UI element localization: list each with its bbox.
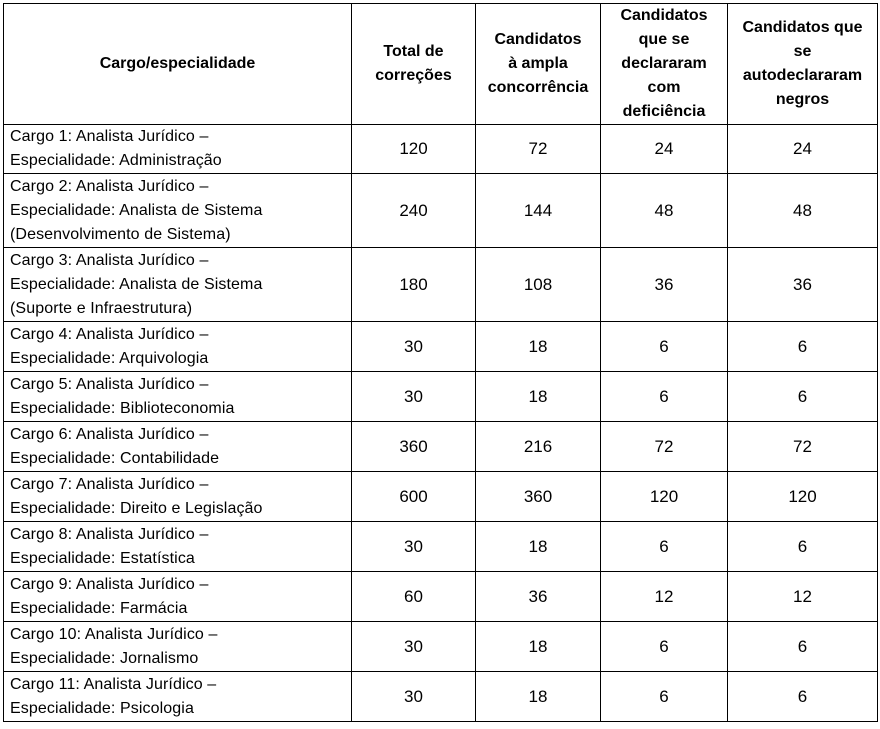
cargo-cell <box>4 472 352 522</box>
ampla-cell: 144 <box>476 174 601 248</box>
deficiencia-cell: 12 <box>601 572 728 622</box>
cargo-line: Cargo 9: Analista Jurídico – <box>10 575 209 593</box>
total-cell: 30 <box>352 622 476 672</box>
table-row <box>4 472 878 522</box>
header-cargo: Cargo/especialidade <box>4 4 352 125</box>
total-cell: 120 <box>352 125 476 174</box>
table-row <box>4 572 878 622</box>
cargo-line: Especialidade: Contabilidade <box>10 449 220 467</box>
cargo-cell <box>4 622 352 672</box>
ampla-cell: 360 <box>476 472 601 522</box>
total-cell: 30 <box>352 672 476 722</box>
deficiencia-cell: 6 <box>601 622 728 672</box>
cargo-line: Especialidade: Farmácia <box>10 599 188 617</box>
total-cell: 30 <box>352 322 476 372</box>
deficiencia-cell: 6 <box>601 522 728 572</box>
ampla-cell: 108 <box>476 248 601 322</box>
cargo-line: (Desenvolvimento de Sistema) <box>10 225 231 243</box>
total-cell: 60 <box>352 572 476 622</box>
ampla-cell: 18 <box>476 322 601 372</box>
cargo-cell <box>4 322 352 372</box>
cargo-line: Cargo 4: Analista Jurídico – <box>10 325 209 343</box>
ampla-cell: 36 <box>476 572 601 622</box>
table-header <box>4 4 878 125</box>
table-row <box>4 322 878 372</box>
cargo-cell <box>4 522 352 572</box>
ampla-cell: 72 <box>476 125 601 174</box>
deficiencia-cell: 6 <box>601 372 728 422</box>
deficiencia-cell: 36 <box>601 248 728 322</box>
table-row <box>4 522 878 572</box>
header-total: Total de correções <box>352 4 476 125</box>
deficiencia-cell: 72 <box>601 422 728 472</box>
cargo-line: Cargo 2: Analista Jurídico – <box>10 177 209 195</box>
header-negros: Candidatos que se autodeclararam negros <box>728 4 878 125</box>
deficiencia-cell: 24 <box>601 125 728 174</box>
cargo-line: Especialidade: Analista de Sistema <box>10 201 263 219</box>
cargo-cell <box>4 572 352 622</box>
cargo-line: Especialidade: Analista de Sistema <box>10 275 263 293</box>
negros-cell: 6 <box>728 372 878 422</box>
total-cell: 30 <box>352 372 476 422</box>
cargo-cell <box>4 125 352 174</box>
table-row <box>4 422 878 472</box>
cargo-cell <box>4 174 352 248</box>
negros-cell: 48 <box>728 174 878 248</box>
ampla-cell: 18 <box>476 622 601 672</box>
cargo-line: Cargo 7: Analista Jurídico – <box>10 475 209 493</box>
negros-cell: 36 <box>728 248 878 322</box>
ampla-cell: 18 <box>476 672 601 722</box>
total-cell: 600 <box>352 472 476 522</box>
ampla-cell: 18 <box>476 522 601 572</box>
negros-cell: 120 <box>728 472 878 522</box>
negros-cell: 12 <box>728 572 878 622</box>
negros-cell: 72 <box>728 422 878 472</box>
vacancies-table <box>3 3 878 722</box>
cargo-line: Cargo 6: Analista Jurídico – <box>10 425 209 443</box>
cargo-line: Especialidade: Jornalismo <box>10 649 199 667</box>
cargo-line: Especialidade: Psicologia <box>10 699 194 717</box>
total-cell: 180 <box>352 248 476 322</box>
negros-cell: 6 <box>728 672 878 722</box>
header-deficiencia: Candidatos que se declararam com deficiência <box>601 4 728 125</box>
deficiencia-cell: 48 <box>601 174 728 248</box>
ampla-cell: 18 <box>476 372 601 422</box>
deficiencia-cell: 6 <box>601 322 728 372</box>
cargo-line: Cargo 11: Analista Jurídico – <box>10 675 217 693</box>
cargo-line: Cargo 3: Analista Jurídico – <box>10 251 209 269</box>
cargo-cell <box>4 372 352 422</box>
cargo-line: Especialidade: Estatística <box>10 549 195 567</box>
cargo-line: Especialidade: Direito e Legislação <box>10 499 263 517</box>
cargo-line: (Suporte e Infraestrutura) <box>10 299 193 317</box>
negros-cell: 24 <box>728 125 878 174</box>
total-cell: 30 <box>352 522 476 572</box>
cargo-line: Cargo 10: Analista Jurídico – <box>10 625 218 643</box>
table-row <box>4 622 878 672</box>
total-cell: 360 <box>352 422 476 472</box>
table-row <box>4 248 878 322</box>
table-row <box>4 372 878 422</box>
cargo-line: Cargo 8: Analista Jurídico – <box>10 525 209 543</box>
negros-cell: 6 <box>728 322 878 372</box>
header-row <box>4 4 878 125</box>
cargo-cell <box>4 248 352 322</box>
cargo-cell <box>4 672 352 722</box>
table-row <box>4 174 878 248</box>
ampla-cell: 216 <box>476 422 601 472</box>
table-row <box>4 125 878 174</box>
cargo-line: Especialidade: Administração <box>10 152 222 169</box>
cargo-line: Especialidade: Arquivologia <box>10 349 209 367</box>
cargo-line: Especialidade: Biblioteconomia <box>10 399 235 417</box>
negros-cell: 6 <box>728 522 878 572</box>
cargo-cell <box>4 422 352 472</box>
table-body <box>4 125 878 722</box>
negros-cell: 6 <box>728 622 878 672</box>
total-cell: 240 <box>352 174 476 248</box>
header-ampla: Candidatos à ampla concorrência <box>476 4 601 125</box>
cargo-line: Cargo 5: Analista Jurídico – <box>10 375 209 393</box>
table-row <box>4 672 878 722</box>
deficiencia-cell: 6 <box>601 672 728 722</box>
deficiencia-cell: 120 <box>601 472 728 522</box>
cargo-line: Cargo 1: Analista Jurídico – <box>10 128 209 145</box>
